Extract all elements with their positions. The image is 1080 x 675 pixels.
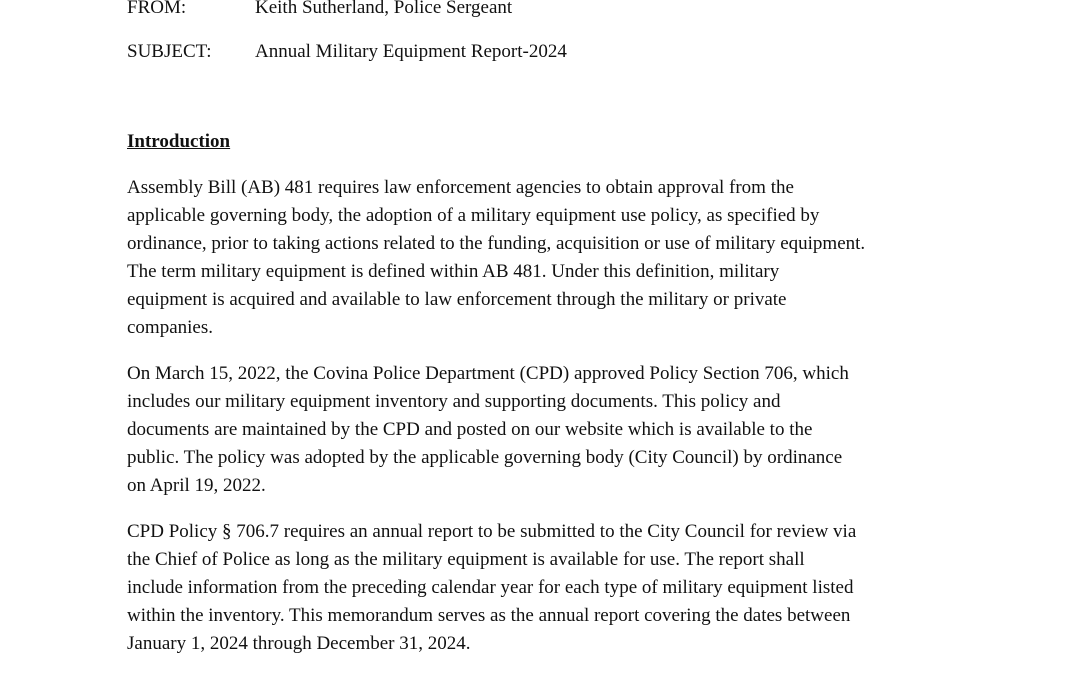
paragraph-line: On March 15, 2022, the Covina Police Department (CPD) approved Policy Section 706, which xyxy=(127,363,849,384)
memo-subject-value: Annual Military Equipment Report-2024 xyxy=(255,41,567,62)
paragraph-line: include information from the preceding calendar year for each type of military equipment listed xyxy=(127,577,854,598)
paragraph-annual-report xyxy=(127,518,856,658)
paragraph-line: equipment is acquired and available to law enforcement through the military or private xyxy=(127,289,787,310)
paragraph-line: January 1, 2024 through December 31, 2024. xyxy=(127,633,471,654)
paragraph-line: The term military equipment is defined within AB 481. Under this definition, military xyxy=(127,261,780,282)
memo-subject-row xyxy=(127,41,567,63)
paragraph-line: applicable governing body, the adoption of a military equipment use policy, as specified by xyxy=(127,205,820,226)
memo-from-value: Keith Sutherland, Police Sergeant xyxy=(255,0,513,18)
paragraph-line: CPD Policy § 706.7 requires an annual report to be submitted to the City Council for review via xyxy=(127,521,857,542)
paragraph-line: public. The policy was adopted by the applicable governing body (City Council) by ordinance xyxy=(127,447,843,468)
paragraph-policy-706 xyxy=(127,360,849,500)
paragraph-line: on April 19, 2022. xyxy=(127,475,266,496)
paragraph-line: within the inventory. This memorandum serves as the annual report covering the dates between xyxy=(127,605,851,626)
paragraph-line: includes our military equipment inventory and supporting documents. This policy and xyxy=(127,391,781,412)
paragraph-ab481 xyxy=(127,174,865,342)
memo-subject-label: SUBJECT: xyxy=(127,41,212,62)
paragraph-line: Assembly Bill (AB) 481 requires law enforcement agencies to obtain approval from the xyxy=(127,177,794,198)
paragraph-line: companies. xyxy=(127,317,214,338)
paragraph-line: documents are maintained by the CPD and posted on our website which is available to the xyxy=(127,419,813,440)
paragraph-line: ordinance, prior to taking actions related to the funding, acquisition or use of military equipment. xyxy=(127,233,866,254)
paragraph-line: the Chief of Police as long as the military equipment is available for use. The report shall xyxy=(127,549,805,570)
introduction-heading: Introduction xyxy=(127,131,231,152)
memo-from-row xyxy=(127,0,512,19)
memo-from-label: FROM: xyxy=(127,0,187,18)
